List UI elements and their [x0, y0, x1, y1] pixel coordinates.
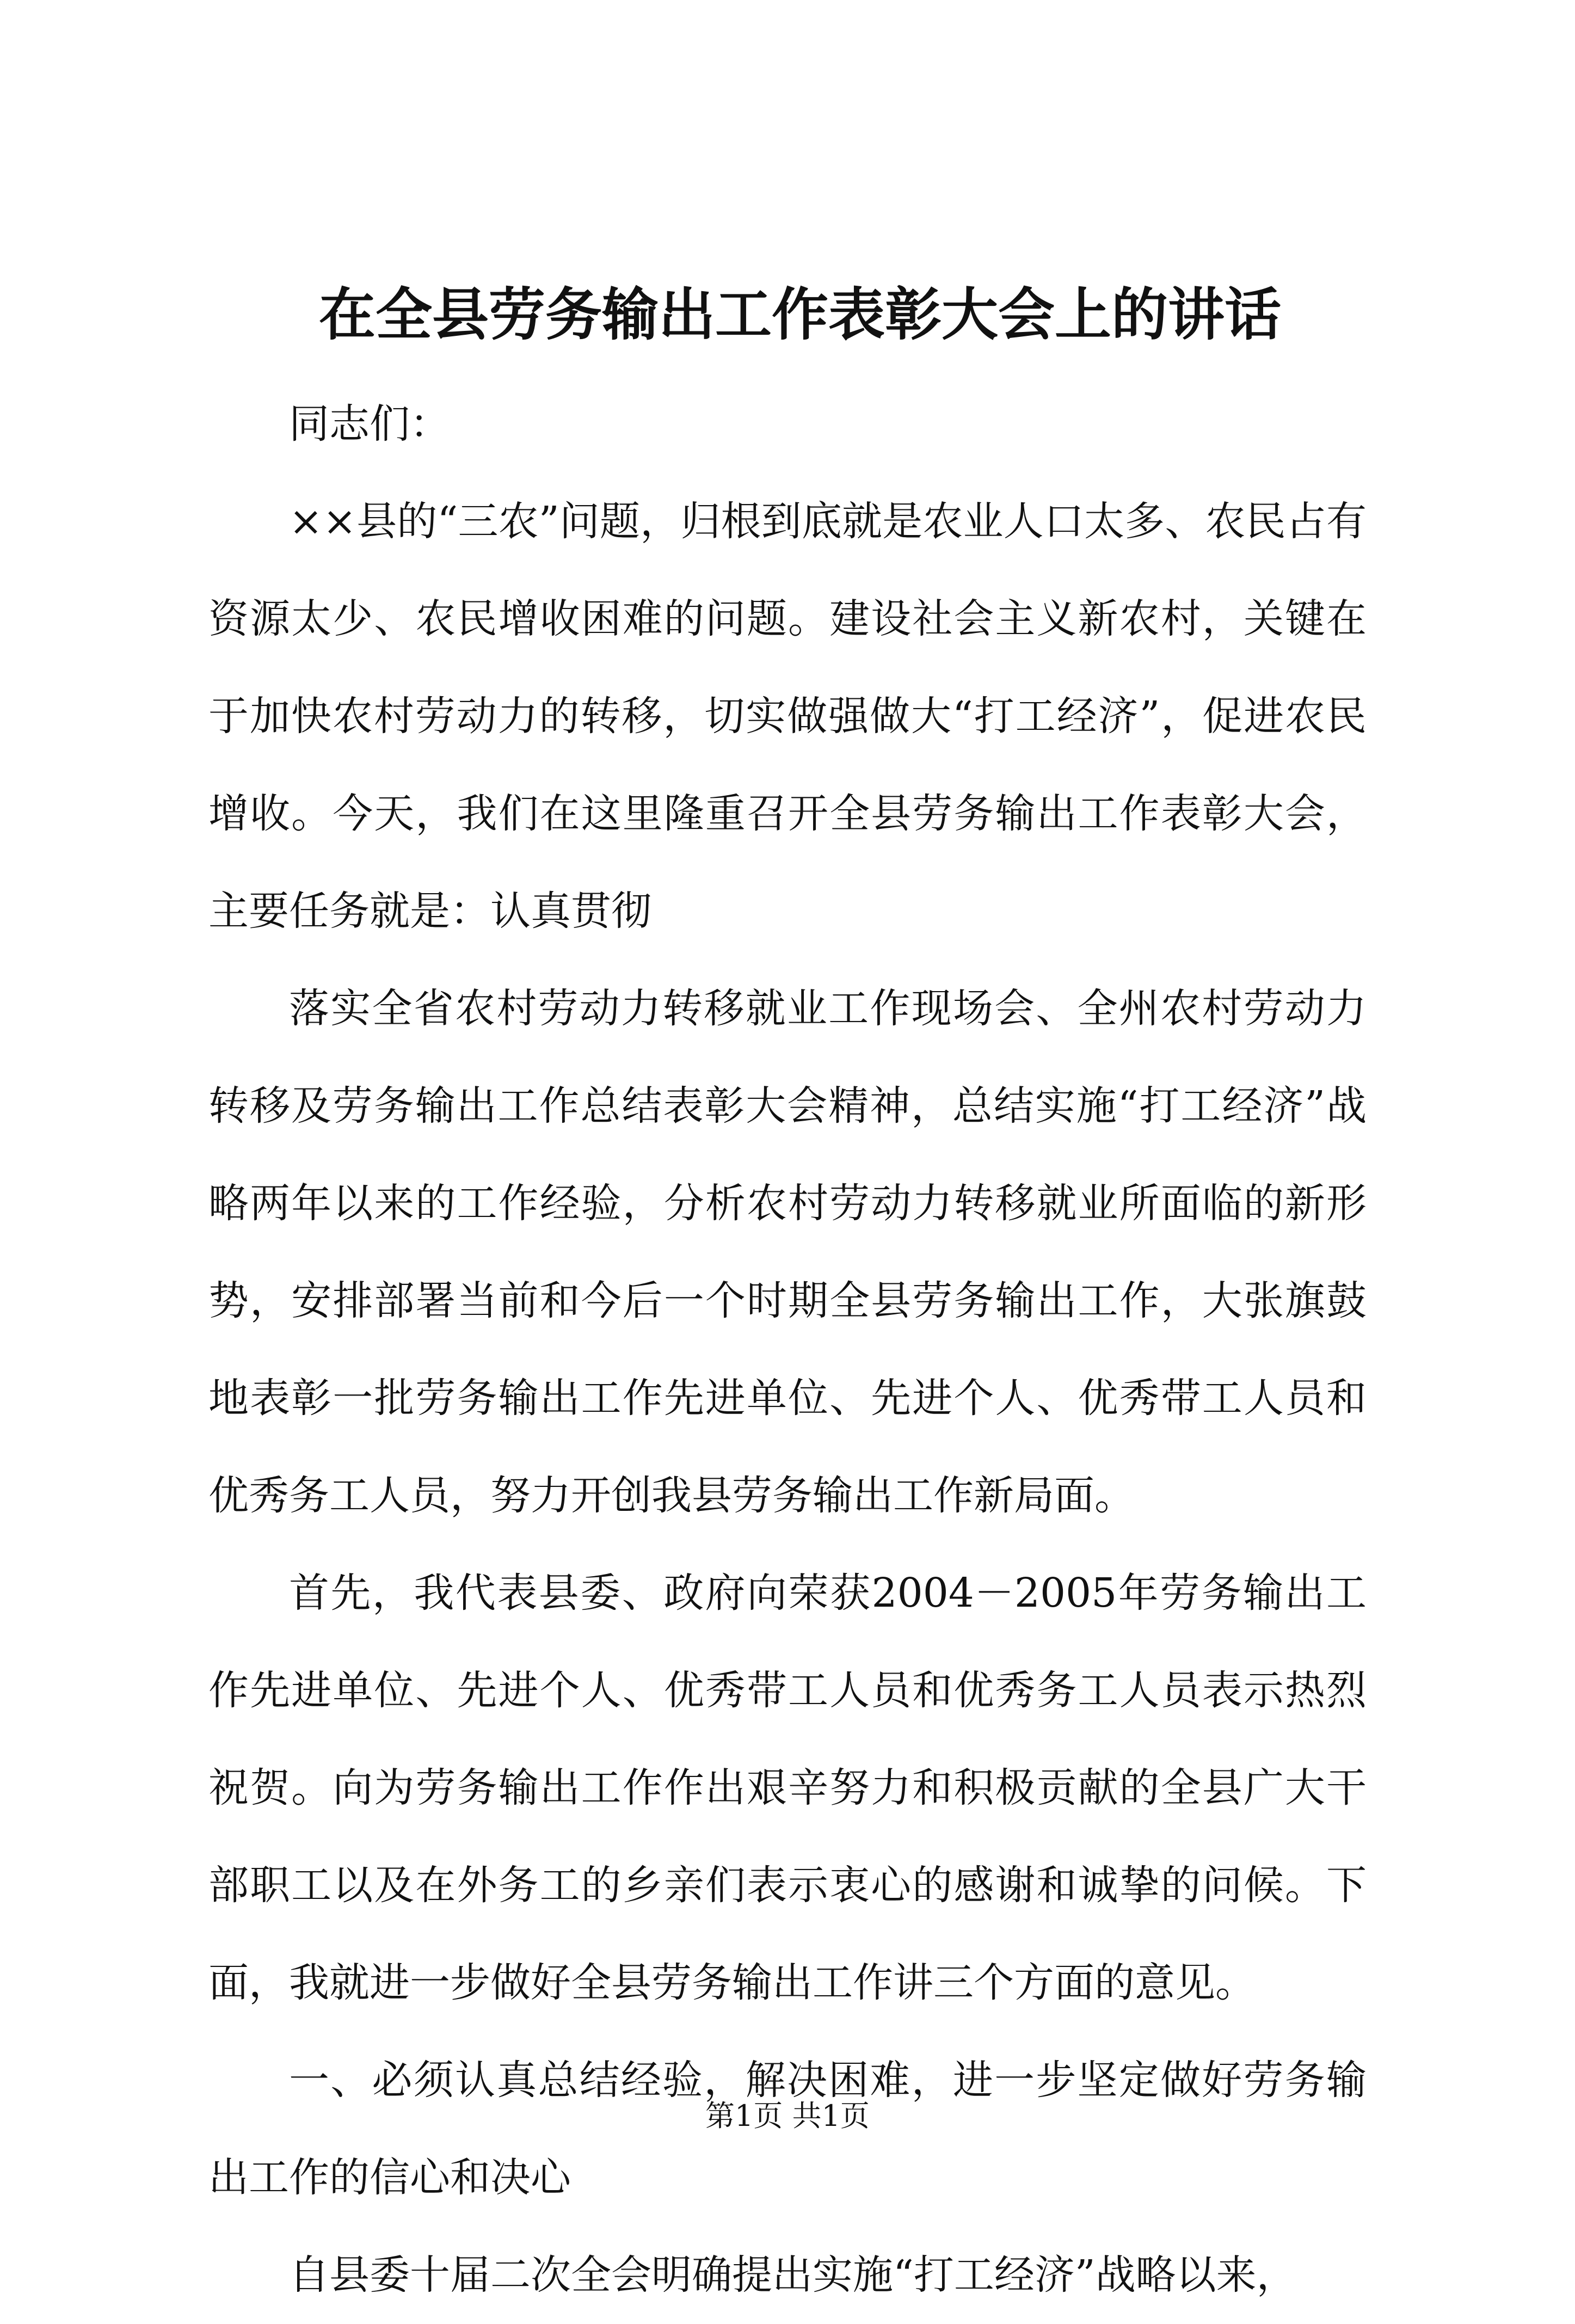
section-heading: 一、必须认真总结经验，解决困难，进一步坚定做好劳务输出工作的信心和决心	[208, 2057, 1367, 2201]
salutation-paragraph: 同志们：	[289, 401, 450, 447]
document-body	[208, 376, 1367, 2324]
body-paragraph: 落实全省农村劳动力转移就业工作现场会、全州农村劳动力转移及劳务输出工作总结表彰大会精神，总结实施“打工经济”战略两年以来的工作经验，分析农村劳动力转移就业所面临的新形势，安排部署当前和今后一个时期全县劳务输出工作，大张旗鼓地表彰一批劳务输出工作先进单位、先进个人、优秀带工人员和优秀务工人员，努力开创我县劳务输出工作新局面。	[208, 985, 1367, 1519]
body-paragraph: ××县的“三农”问题，归根到底就是农业人口太多、农民占有资源太少、农民增收困难的问题。建设社会主义新农村，关键在于加快农村劳动力的转移，切实做强做大“打工经济”，促进农民增收。今天，我们在这里隆重召开全县劳务输出工作表彰大会，主要任务就是：认真贯彻	[208, 498, 1367, 934]
document-title: 在全县劳务输出工作表彰大会上的讲话	[318, 281, 1281, 348]
body-paragraph: 自县委十届二次全会明确提出实施“打工经济”战略以来，	[289, 2252, 1297, 2298]
body-paragraph: 首先，我代表县委、政府向荣获2004－2005年劳务输出工作先进单位、先进个人、优秀带工人员和优秀务工人员表示热烈祝贺。向为劳务输出工作作出艰辛努力和积极贡献的全县广大干部职工以及在外务工的乡亲们表示衷心的感谢和诚挚的问候。下面，我就进一步做好全县劳务输出工作讲三个方面的意见。	[208, 1570, 1367, 2006]
page-footer: 第1页 共1页	[705, 2099, 870, 2133]
